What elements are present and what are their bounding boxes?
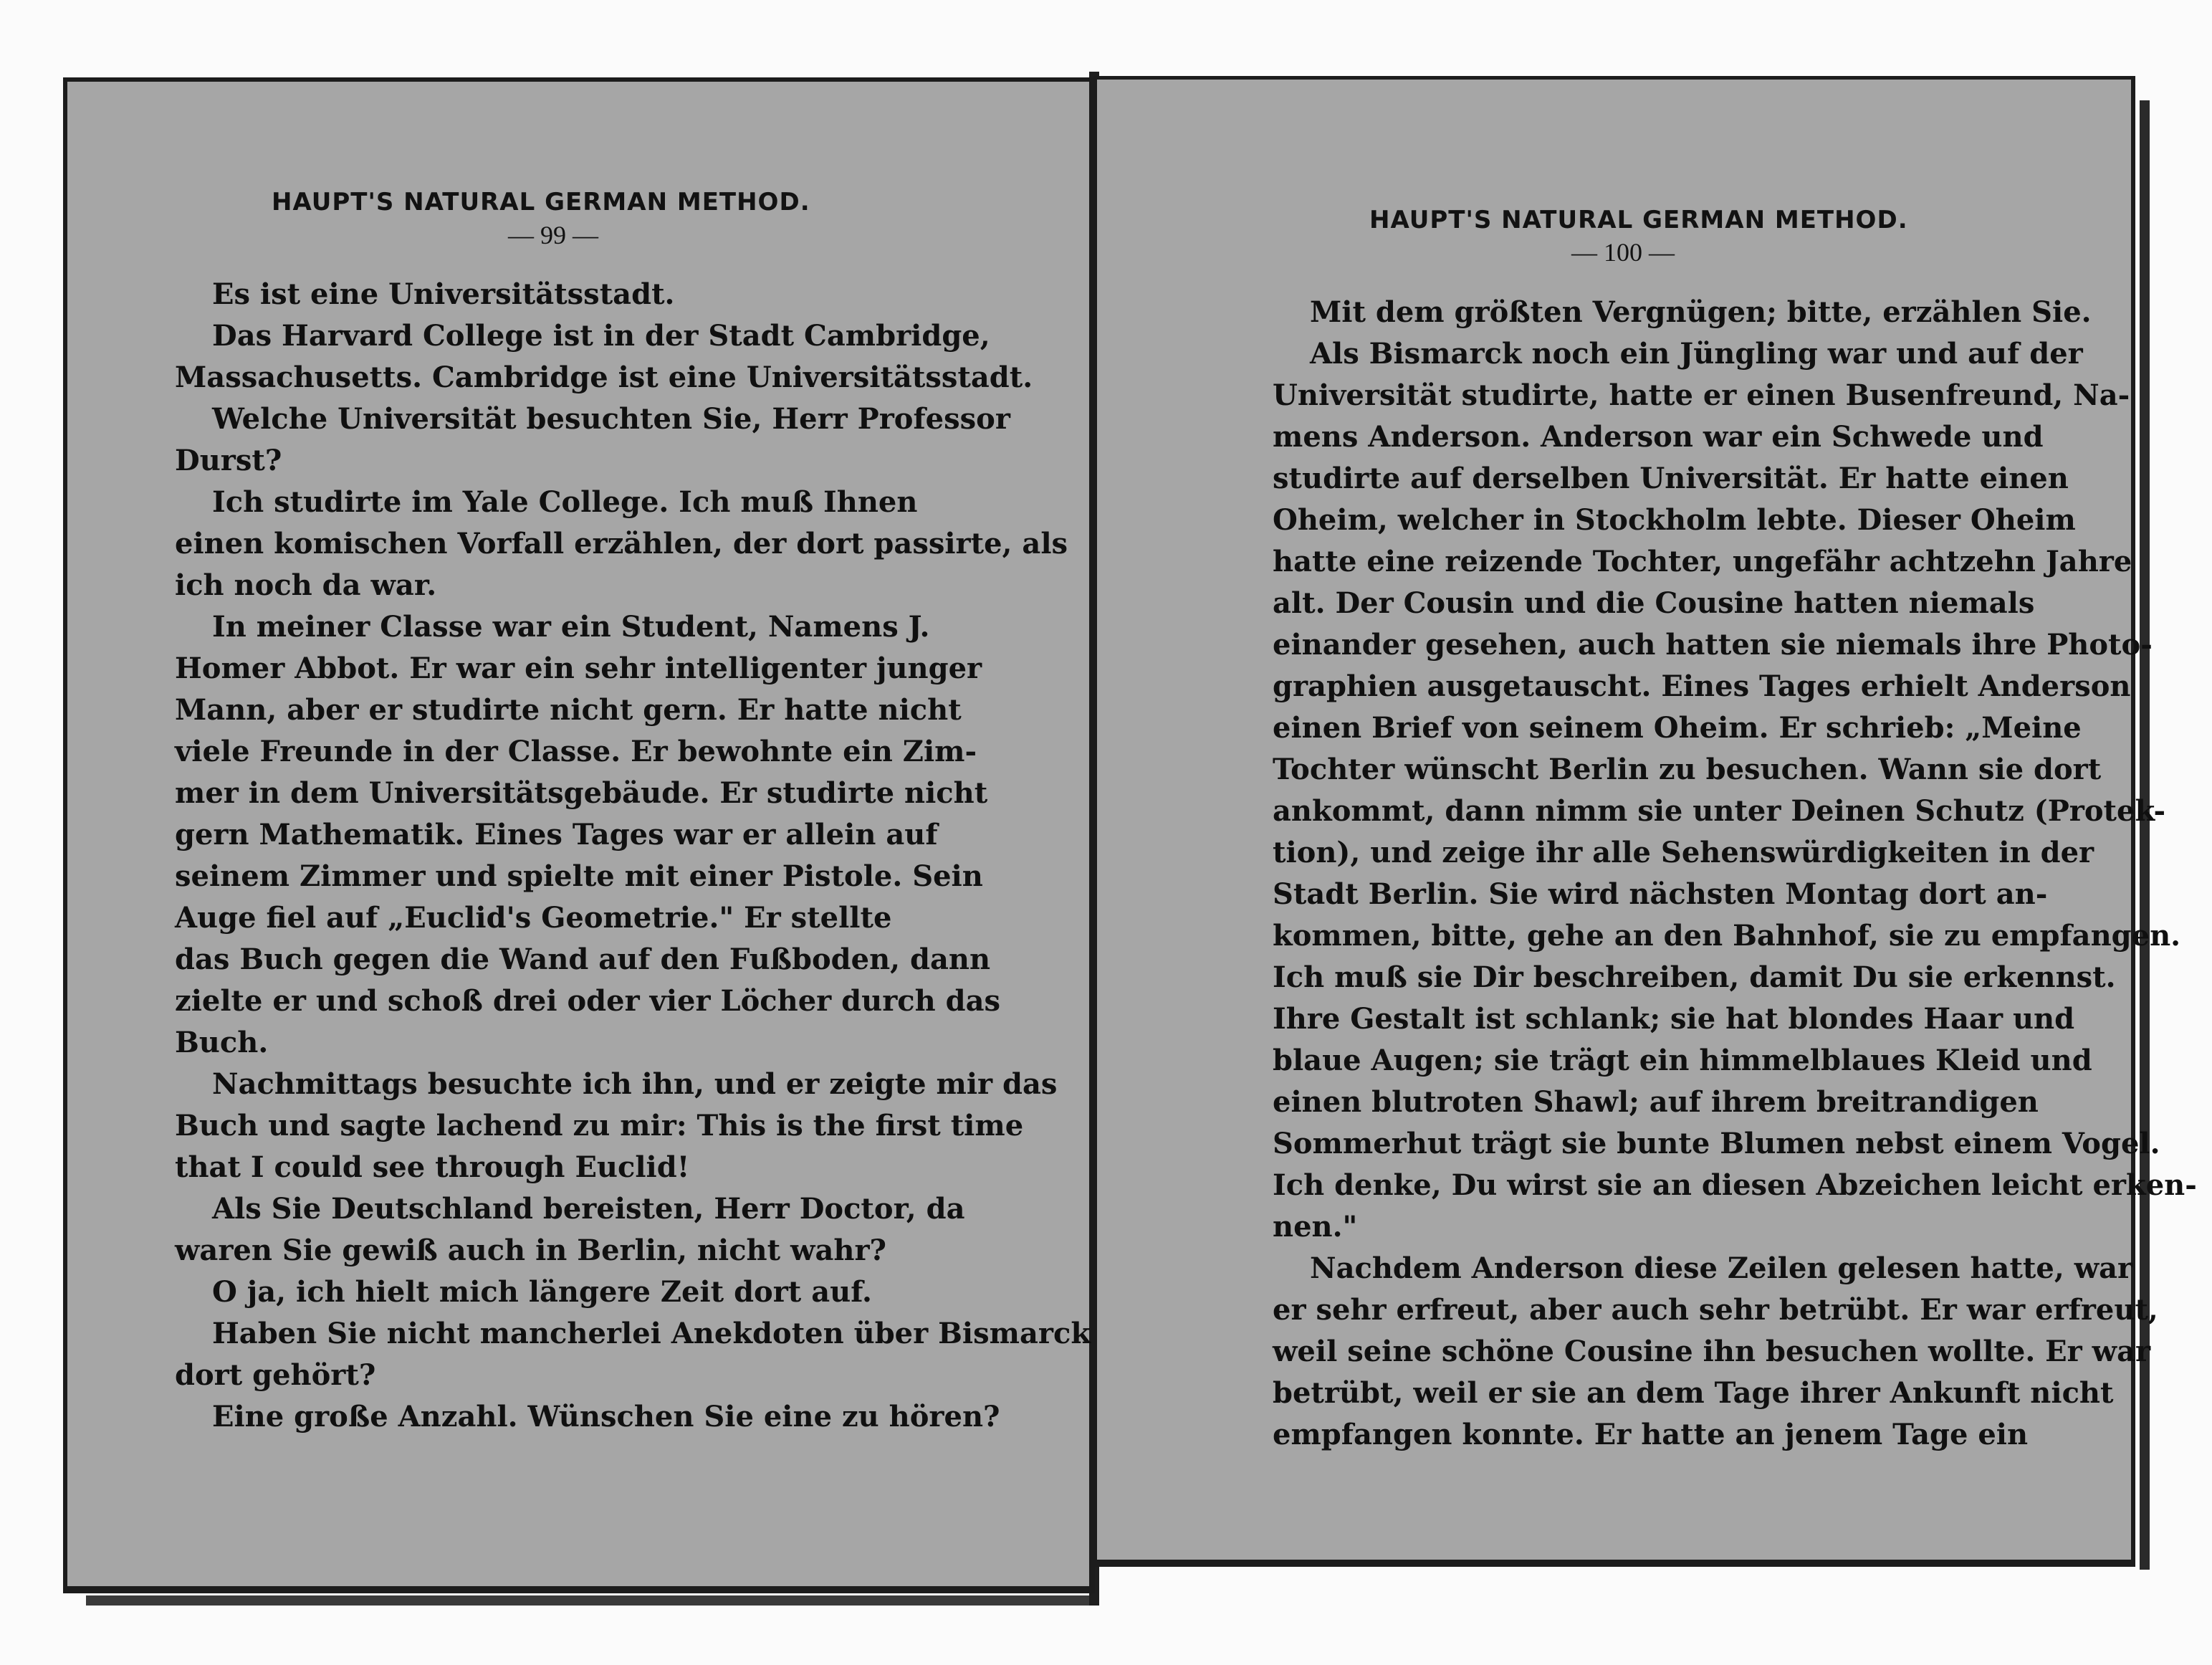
text-line: Als Sie Deutschland bereisten, Herr Doctor, da — [212, 1192, 965, 1226]
text-line: Mit dem größten Vergnügen; bitte, erzählen Sie. — [1310, 295, 2092, 329]
text-line: kommen, bitte, gehe an den Bahnhof, sie zu empfangen. — [1273, 919, 2181, 953]
text-line: ankommt, dann nimm sie unter Deinen Schutz (Protek- — [1273, 794, 2166, 828]
text-line: Eine große Anzahl. Wünschen Sie eine zu hören? — [212, 1400, 1000, 1433]
text-line: waren Sie gewiß auch in Berlin, nicht wahr? — [175, 1234, 886, 1267]
text-line: Stadt Berlin. Sie wird nächsten Montag dort an- — [1273, 877, 2048, 911]
text-line: that I could see through Euclid! — [175, 1150, 690, 1184]
left-running-head: HAUPT'S NATURAL GERMAN METHOD. — [272, 188, 810, 216]
text-line: einen blutroten Shawl; auf ihrem breitrandigen — [1273, 1085, 2039, 1119]
text-line: studirte auf derselben Universität. Er hatte einen — [1273, 462, 2069, 495]
text-line: mer in dem Universitätsgebäude. Er studirte nicht — [175, 776, 988, 810]
text-line: gern Mathematik. Eines Tages war er allein auf — [175, 818, 938, 851]
text-line: betrübt, weil er sie an dem Tage ihrer Ankunft nicht — [1273, 1376, 2114, 1410]
text-line: Universität studirte, hatte er einen Busenfreund, Na- — [1273, 378, 2130, 412]
left-body-text — [175, 274, 1091, 1535]
right-page — [1093, 76, 2197, 1567]
text-line: O ja, ich hielt mich längere Zeit dort auf. — [212, 1275, 872, 1309]
text-line: Ich denke, Du wirst sie an diesen Abzeichen leicht erken- — [1273, 1168, 2197, 1202]
text-line: mens Anderson. Anderson war ein Schwede und — [1273, 420, 2044, 454]
text-line: nen." — [1273, 1210, 1358, 1244]
text-line: Ihre Gestalt ist schlank; sie hat blondes Haar und — [1273, 1002, 2075, 1036]
text-line: In meiner Classe war ein Student, Namens J. — [212, 610, 930, 644]
text-line: Mann, aber er studirte nicht gern. Er hatte nicht — [175, 693, 962, 727]
text-line: blaue Augen; sie trägt ein himmelblaues Kleid und — [1273, 1044, 2092, 1077]
text-line: Es ist eine Universitätsstadt. — [212, 277, 675, 311]
text-line: viele Freunde in der Classe. Er bewohnte ein Zim- — [175, 735, 977, 768]
text-line: das Buch gegen die Wand auf den Fußboden, dann — [175, 943, 991, 976]
text-line: hatte eine reizende Tochter, ungefähr achtzehn Jahre — [1273, 545, 2132, 578]
text-line: empfangen konnte. Er hatte an jenem Tage ein — [1273, 1418, 2029, 1451]
text-line: weil seine schöne Cousine ihn besuchen wollte. Er war — [1273, 1335, 2151, 1368]
text-line: einander gesehen, auch hatten sie niemals ihre Photo- — [1273, 628, 2153, 662]
text-line: Durst? — [175, 444, 282, 477]
text-line: Das Harvard College ist in der Stadt Cambridge, — [212, 319, 990, 353]
text-line: Sommerhut trägt sie bunte Blumen nebst einem Vogel. — [1273, 1127, 2160, 1160]
text-line: dort gehört? — [175, 1358, 376, 1392]
text-line: Haben Sie nicht mancherlei Anekdoten über Bismarck — [212, 1317, 1091, 1350]
text-line: Welche Universität besuchten Sie, Herr Professor — [212, 402, 1010, 436]
text-line: Als Bismarck noch ein Jüngling war und auf der — [1310, 337, 2083, 371]
text-line: Buch. — [175, 1026, 269, 1059]
text-line: Auge fiel auf „Euclid's Geometrie." Er stellte — [175, 901, 892, 935]
text-line: Buch und sagte lachend zu mir: This is the first time — [175, 1109, 1024, 1142]
text-line: Ich muß sie Dir beschreiben, damit Du sie erkennst. — [1273, 960, 2116, 994]
text-line: Homer Abbot. Er war ein sehr intelligenter junger — [175, 652, 982, 685]
right-body-text — [1273, 292, 2197, 1525]
right-running-head: HAUPT'S NATURAL GERMAN METHOD. — [1369, 206, 1908, 234]
text-line: Oheim, welcher in Stockholm lebte. Dieser Oheim — [1273, 503, 2076, 537]
text-line: Tochter wünscht Berlin zu besuchen. Wann sie dort — [1273, 753, 2102, 786]
text-line: ich noch da war. — [175, 568, 437, 602]
text-line: einen komischen Vorfall erzählen, der dort passirte, als — [175, 527, 1068, 560]
text-line: er sehr erfreut, aber auch sehr betrübt. Er war erfreut, — [1273, 1293, 2158, 1327]
right-page-number: — 100 — — [1571, 238, 1675, 267]
left-page — [63, 77, 1095, 1593]
left-page-number: — 99 — — [508, 221, 598, 249]
text-line: graphien ausgetauscht. Eines Tages erhielt Anderson — [1273, 669, 2131, 703]
text-line: Nachdem Anderson diese Zeilen gelesen hatte, war — [1310, 1251, 2133, 1285]
page-bottom-shadow — [86, 1595, 1089, 1606]
text-line: seinem Zimmer und spielte mit einer Pistole. Sein — [175, 859, 983, 893]
text-line: Massachusetts. Cambridge ist eine Universitätsstadt. — [175, 361, 1033, 394]
text-line: zielte er und schoß drei oder vier Löcher durch das — [175, 984, 1001, 1018]
text-line: tion), und zeige ihr alle Sehenswürdigkeiten in der — [1273, 836, 2094, 869]
text-line: Nachmittags besuchte ich ihn, und er zeigte mir das — [212, 1067, 1058, 1101]
text-line: alt. Der Cousin und die Cousine hatten niemals — [1273, 586, 2035, 620]
text-line: einen Brief von seinem Oheim. Er schrieb: „Meine — [1273, 711, 2082, 745]
text-line: Ich studirte im Yale College. Ich muß Ihnen — [212, 485, 918, 519]
